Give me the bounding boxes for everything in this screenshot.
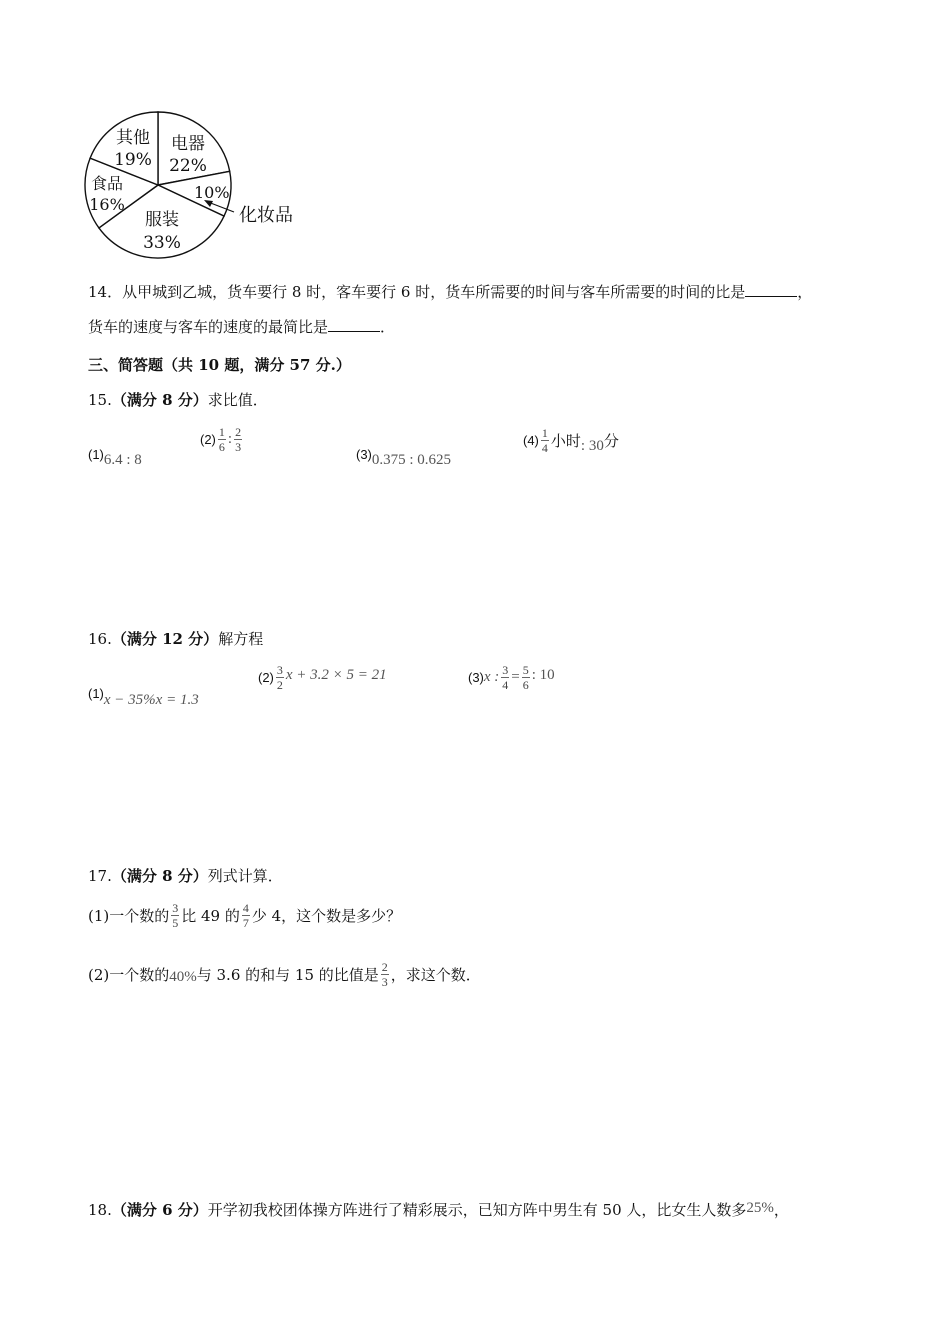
q15-item3-label: (3) [356,447,372,462]
q17-header [88,866,283,886]
pie-label-other [110,127,156,171]
q16-item3-label: (3) [468,670,484,685]
q14-blank1[interactable] [745,282,797,297]
q18-score: （满分 6 分） [111,1201,208,1219]
q15-item1-label: (1) [88,447,104,462]
q17-item2-b: 与 3.6 的和与 15 的比值是 [196,965,379,984]
q16-item2-frac [276,664,284,691]
q15-item4 [523,426,619,455]
pie-label-appliance-pct: 22% [169,156,207,176]
q16-item1-expr: x − 35%x = 1.3 [103,692,199,708]
q16-item3-rest: : 10 [531,667,555,683]
q15-item3 [356,440,451,469]
q15-item4-mid: : 30 [580,438,604,454]
pie-label-food-pct: 16% [89,195,125,214]
pie-label-appliance-name: 电器 [171,134,205,154]
pie-label-cosmetics-pct: 10% [194,183,230,202]
q17-item1-a: (1)一个数的 [88,906,170,925]
q17-item1-frac1 [171,902,179,929]
q17-item2-frac [381,961,389,988]
pie-label-appliance [164,133,212,177]
q15-item2-frac2-num: 2 [235,425,242,439]
pie-label-clothing [138,209,186,255]
q18-text: 开学初我校团体操方阵进行了精彩展示，已知方阵中男生有 50 人，比女生人数多 [207,1201,747,1219]
q15-item2-frac1 [218,426,226,453]
q17-item1-frac1-num: 3 [172,901,179,915]
pie-label-other-name: 其他 [116,128,150,148]
q16-item3-frac2-den: 6 [522,678,529,692]
q15-item4-unit2: 分 [603,431,619,450]
q16-item1-label: (1) [88,686,104,701]
q15-item4-frac [541,427,549,454]
q16-item3 [468,664,555,691]
q15-item4-label: (4) [523,433,539,448]
q18-num: 18. [88,1201,112,1219]
q15-item4-unit1: 小时 [550,431,581,450]
q16-item3-frac1 [501,664,509,691]
q15-item1-expr: 6.4 : 8 [103,452,142,468]
q17-item1-b: 比 49 的 [181,906,240,925]
q17-item1 [88,902,401,929]
q15-item2 [200,426,244,453]
q15-item2-label: (2) [200,432,216,447]
q17-item2-frac-den: 3 [381,975,388,989]
q15-item2-frac1-num: 1 [218,425,225,439]
pie-label-clothing-name: 服装 [145,210,179,230]
q16-item3-frac1-den: 4 [502,678,509,692]
q14-text1-end: ， [797,283,813,301]
q17-item2-frac-num: 2 [381,960,388,974]
q15-score: （满分 8 分） [111,391,208,409]
q17-num: 17. [88,867,112,885]
q15-item4-frac-num: 1 [541,426,548,440]
q18-pct: 25% [746,1200,774,1216]
q16-num: 16. [88,630,112,648]
q15-item2-colon: : [227,431,233,447]
q16-header [88,629,263,649]
q15-item4-frac-den: 4 [541,441,548,455]
q18-line [88,1200,789,1221]
q16-item2 [258,664,387,691]
q14-text2: 货车的速度与客车的速度的最简比是 [88,318,329,336]
q17-item1-frac1-den: 5 [172,916,179,930]
q16-item3-frac1-num: 3 [502,663,509,677]
q17-item2-pct: 40% [169,969,197,985]
q16-item3-frac2-num: 5 [522,663,529,677]
q15-item2-frac1-den: 6 [218,440,225,454]
q15-item2-frac2 [234,426,242,453]
q16-item3-x: x : [483,669,500,685]
q15-item1 [88,440,142,469]
q14-text2-end: ． [380,318,396,336]
q18-end: ， [773,1201,789,1219]
q17-item2 [88,961,481,988]
q16-score: （满分 12 分） [111,630,219,648]
q16-item1 [88,678,199,709]
q15-num: 15. [88,391,112,409]
q15-header [88,390,268,410]
q17-item1-c: 少 4，这个数是多少？ [251,906,402,925]
q17-item1-frac2-den: 7 [242,916,249,930]
q14-blank2[interactable] [328,317,380,332]
q16-item3-frac2 [522,664,530,691]
section3-title: 三、简答题（共 10 题，满分 57 分.） [88,356,351,374]
q16-item3-eq: = [511,669,520,685]
q16-item2-frac-den: 2 [276,678,283,692]
q15-prompt: 求比值． [207,391,268,409]
q14-line2 [88,317,395,337]
q16-item2-label: (2) [258,670,274,685]
q17-item1-frac2-num: 4 [242,901,249,915]
pie-label-cosmetics-name: 化妆品 [239,205,293,226]
q17-score: （满分 8 分） [111,867,208,885]
q17-prompt: 列式计算． [207,867,283,885]
pie-label-clothing-pct: 33% [143,233,181,253]
q14-text1: 14．从甲城到乙城，货车要行 8 时，客车要行 6 时，货车所需要的时间与客车所需要的时间的比是 [88,283,746,301]
q16-item2-rest: x + 3.2 × 5 = 21 [285,667,387,683]
q16-prompt: 解方程 [218,630,264,648]
pie-label-food [86,173,128,215]
pie-label-food-name: 食品 [90,174,123,193]
q15-item3-expr: 0.375 : 0.625 [371,452,452,468]
q15-item2-frac2-den: 3 [235,440,242,454]
q14-line1 [88,282,812,302]
q17-item2-c: ，求这个数． [390,965,481,984]
pie-label-other-pct: 19% [114,150,152,170]
q17-item1-frac2 [242,902,250,929]
q17-item2-a: (2)一个数的 [88,965,170,984]
q16-item2-frac-num: 3 [276,663,283,677]
